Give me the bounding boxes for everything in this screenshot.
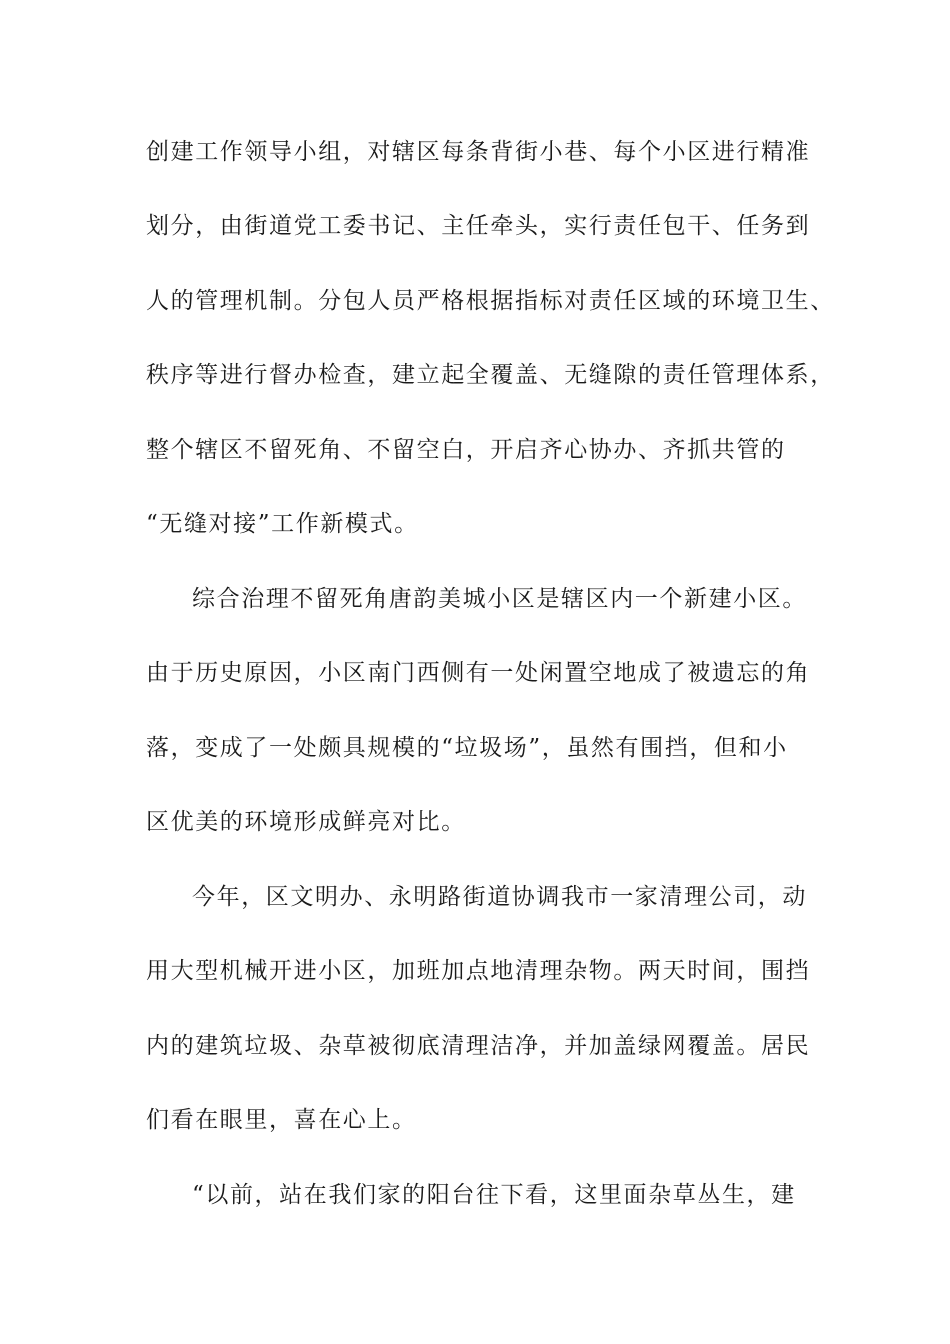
text-line-10: 区优美的环境形成鲜亮对比。 [146, 809, 466, 835]
text-line-8: 由于历史原因，小区南门西侧有一处闲置空地成了被遗忘的角 [146, 660, 811, 686]
text-line-12: 用大型机械开进小区，加班加点地清理杂物。两天时间，围挡 [146, 958, 811, 984]
text-line-5: 整个辖区不留死角、不留空白，开启齐心协办、齐抓共管的 [146, 437, 786, 463]
text-line-11: 今年，区文明办、永明路街道协调我市一家清理公司，动 [192, 884, 807, 910]
text-line-1: 创建工作领导小组，对辖区每条背街小巷、每个小区进行精准 [146, 139, 811, 165]
text-line-13: 内的建筑垃圾、杂草被彻底清理洁净，并加盖绿网覆盖。居民 [146, 1033, 811, 1059]
text-line-4: 秩序等进行督办检查，建立起全覆盖、无缝隙的责任管理体系， [146, 362, 835, 388]
text-line-9: 落，变成了一处颇具规模的“垃圾场”，虽然有围挡，但和小 [146, 735, 788, 761]
text-line-2: 划分，由街道党工委书记、主任牵头，实行责任包干、任务到 [146, 213, 811, 239]
text-line-6: “无缝对接”工作新模式。 [146, 511, 419, 537]
text-line-14: 们看在眼里，喜在心上。 [146, 1107, 417, 1133]
text-line-15: “以前，站在我们家的阳台往下看，这里面杂草丛生，建 [192, 1182, 796, 1208]
text-line-3: 人的管理机制。分包人员严格根据指标对责任区域的环境卫生、 [146, 288, 835, 314]
text-line-7: 综合治理不留死角唐韵美城小区是辖区内一个新建小区。 [192, 586, 807, 612]
